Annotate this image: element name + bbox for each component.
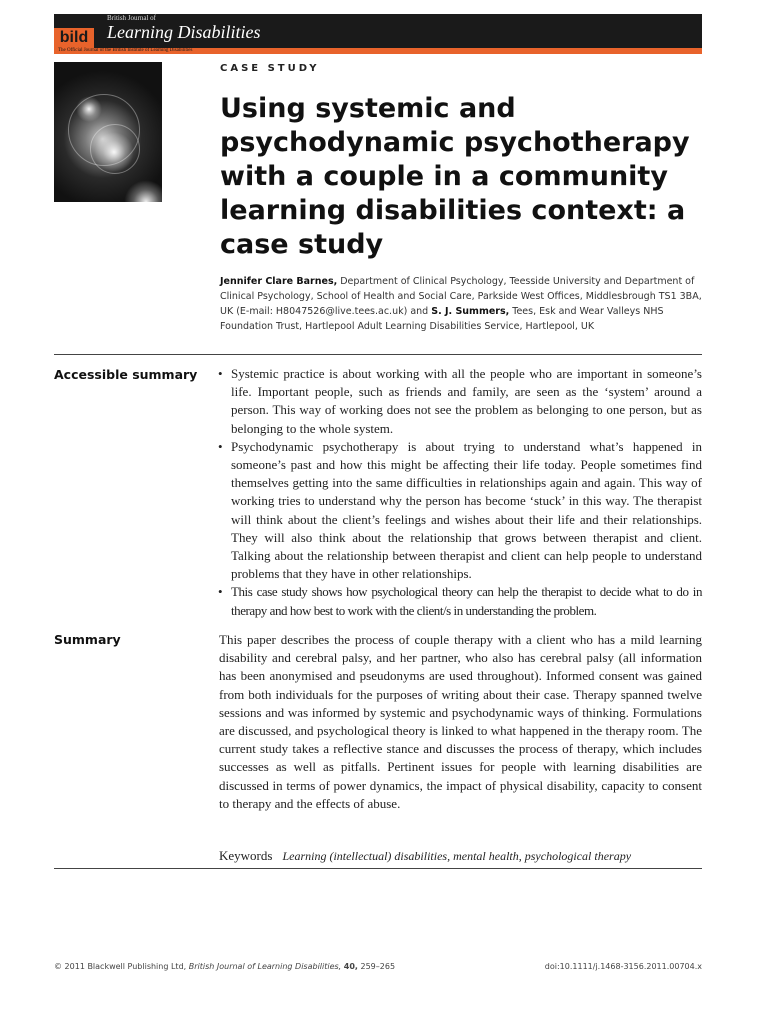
accessible-summary-heading: Accessible summary xyxy=(54,367,198,382)
author-1-affiliation: Department of Clinical Psychology, Teesside University and Department of Clinical Psychology, School of Health and Social Care, Parkside West Offices, Middlesbrough TS1 3BA, UK (E-mail: H8047526@live.tees.ac.uk) and xyxy=(220,276,702,317)
footer-pages: 259–265 xyxy=(357,962,396,971)
footer-journal: British Journal of Learning Disabilities, xyxy=(188,962,342,971)
list-item: • This case study shows how psychological theory can help the therapist to decide what to do in therapy and how best to work with the client/s in understanding the problem. xyxy=(218,583,702,619)
summary-heading: Summary xyxy=(54,632,121,647)
footer-doi: doi:10.1111/j.1468-3156.2011.00704.x xyxy=(544,962,702,971)
author-block xyxy=(220,274,705,334)
keywords-line xyxy=(219,848,702,864)
keywords-label: Keywords xyxy=(219,848,273,863)
section-label: CASE STUDY xyxy=(220,63,320,74)
decorative-bokeh-image xyxy=(54,62,162,202)
journal-name: Learning Disabilities xyxy=(107,22,261,42)
summary-paragraph: This paper describes the process of couple therapy with a client who has a mild learning disability and cerebral palsy, and her partner, who also has cerebral palsy (all information has been anonymised and pseudonyms are used throughout). Informed consent was gained from both individuals for the purposes of writing about their case. Therapy spanned twelve sessions and was informed by systemic and psychodynamic ways of thinking. Formulations are discussed, and psychological theory is linked to what happened in the therapy room. The current study takes a reflective stance and discusses the process of therapy, which includes successes as well as pitfalls. Pertinent issues for people with learning disabilities are discussed in terms of power dynamics, the impact of physical disability, capacity to consent to therapy and the effects of abuse. xyxy=(219,632,702,811)
list-item: • Systemic practice is about working with all the people who are important in someone’s life. Important people, such as friends and family, are seen as the ‘system’ around a person. This way of working does not see the problem as belonging to one person, but as belonging to the whole system. xyxy=(218,365,702,438)
list-item: • Psychodynamic psychotherapy is about trying to understand what’s happened in someone’s past and how this might be affecting their life today. People sometimes find themselves getting into the same difficulties in relationships again and again. This way of working tries to understand why the person has become ‘stuck’ in this way. The therapist will think about the client’s feelings and wishes about their life and their relationships. They will also think about the relationship that grows between therapist and client. Talking about the relationship between therapist and client can help people to understand problems that they have in other relationships. xyxy=(218,438,702,584)
keywords-value: Learning (intellectual) disabilities, mental health, psychological therapy xyxy=(282,849,632,863)
journal-prefix: British Journal of xyxy=(107,14,156,22)
section-divider xyxy=(54,354,702,355)
bild-logo: bild xyxy=(54,28,94,48)
author-1-name: Jennifer Clare Barnes, xyxy=(220,276,338,287)
section-divider xyxy=(54,868,702,869)
author-2-affiliation: Tees, Esk and Wear Valleys NHS Foundation Trust, Hartlepool Adult Learning Disabilities Service, Hartlepool, UK xyxy=(220,306,664,332)
footer-copyright: © 2011 Blackwell Publishing Ltd, xyxy=(54,962,189,971)
footer-citation xyxy=(54,962,395,971)
accessible-summary-list xyxy=(218,365,702,620)
article-title: Using systemic and psychodynamic psychotherapy with a couple in a community learning disabilities context: a case study xyxy=(220,93,690,260)
official-journal-line: The Official Journal of the British Institute of Learning Disabilities xyxy=(58,48,193,53)
footer-volume: 40, xyxy=(343,962,358,971)
author-2-name: S. J. Summers, xyxy=(431,306,510,317)
